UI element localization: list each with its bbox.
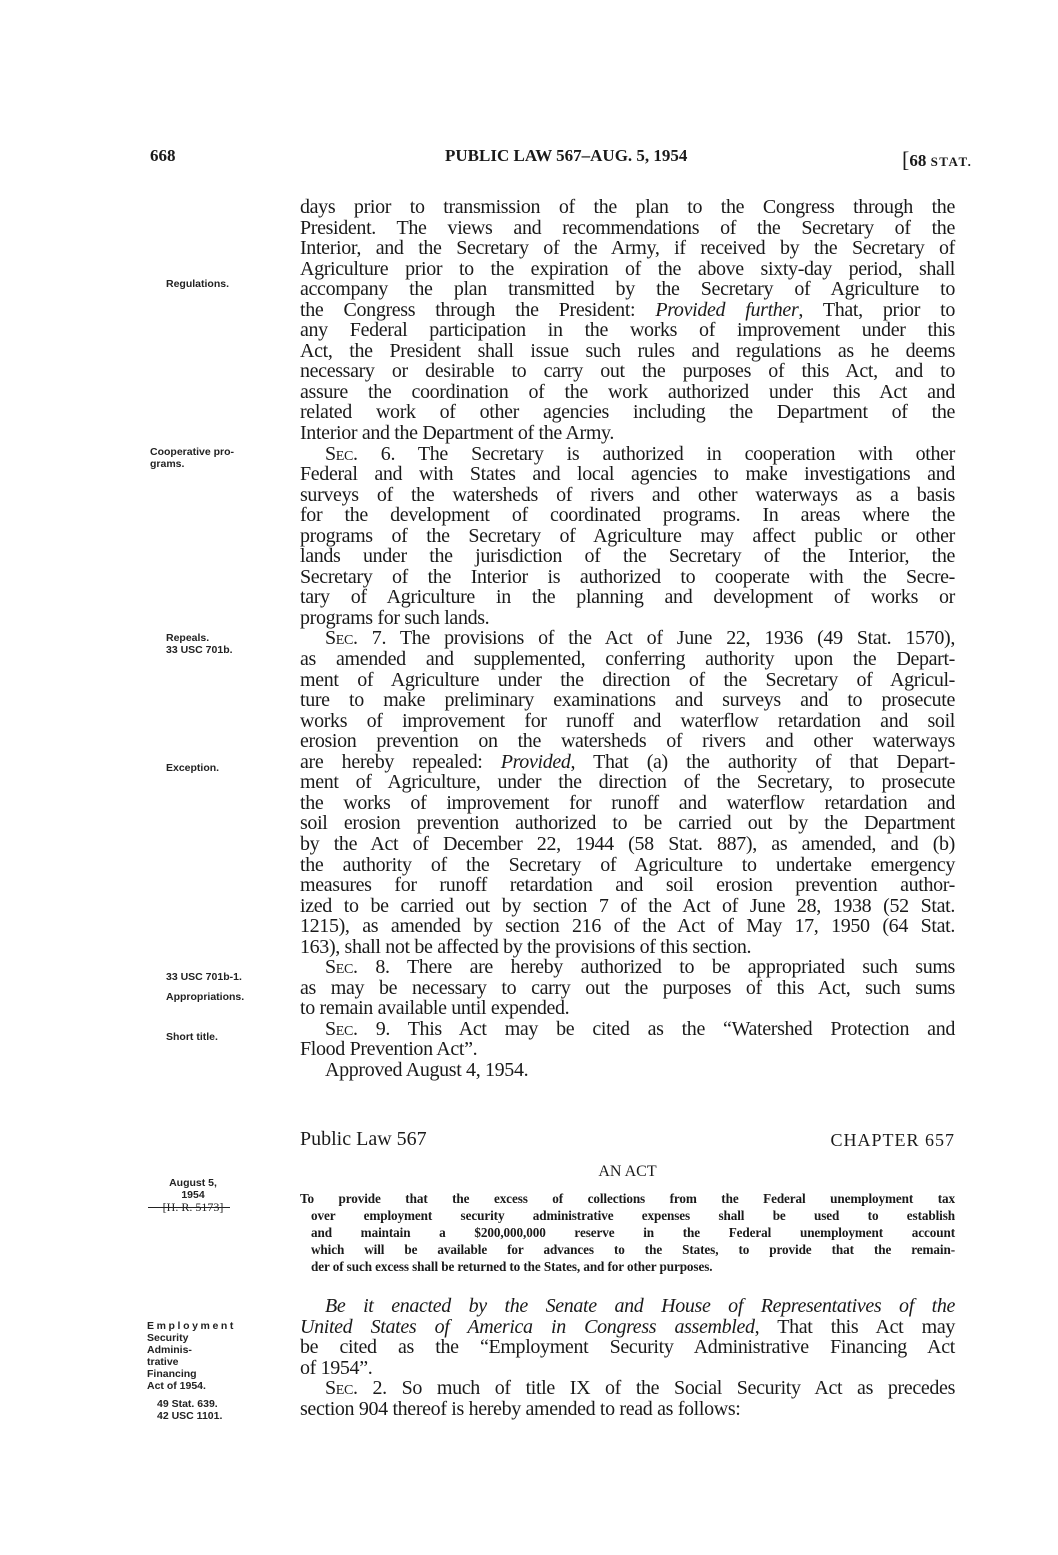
text-line bbox=[300, 197, 955, 218]
text-segment: 6. The Secretary is authorized in cooperation with other bbox=[357, 442, 955, 465]
margin-note-usc: 33 USC 701b-1. bbox=[166, 971, 242, 983]
stat-number: 68 bbox=[909, 151, 927, 170]
text-segment: ment of Agriculture, under the direction of the Secretary, to prosecute bbox=[300, 771, 955, 794]
text-segment: Interior, and the Secretary of the Army, if received by the Secretary of bbox=[300, 237, 955, 260]
paragraph bbox=[300, 1019, 955, 1060]
text-line bbox=[300, 279, 955, 300]
text-segment: 2. So much of title IX of the Social Security Act as precedes bbox=[357, 1377, 955, 1400]
text-line bbox=[300, 1317, 955, 1338]
text-line bbox=[300, 567, 955, 588]
text-line bbox=[300, 957, 955, 978]
margin-rule bbox=[148, 1207, 230, 1208]
text-segment: are hereby repealed: bbox=[300, 750, 501, 773]
margin-note-appropriations: Appropriations. bbox=[166, 991, 245, 1003]
text-line bbox=[300, 444, 955, 465]
text-segment: 8. There are hereby authorized to be appropriated such sums bbox=[357, 956, 955, 979]
text-line bbox=[300, 1190, 955, 1207]
text-line bbox=[300, 998, 955, 1019]
text-line bbox=[300, 1258, 955, 1275]
paragraph bbox=[300, 628, 955, 957]
an-act-heading: AN ACT bbox=[598, 1163, 657, 1180]
text-segment: of 1954”. bbox=[300, 1356, 373, 1379]
text-line bbox=[300, 423, 955, 444]
text-line bbox=[300, 793, 955, 814]
text-line bbox=[300, 1207, 955, 1224]
margin-note-line: grams. bbox=[150, 458, 185, 470]
text-segment: Sec. bbox=[325, 1017, 358, 1040]
margin-note-citation bbox=[157, 1398, 222, 1422]
text-segment: tary of Agriculture in the planning and development of works or bbox=[300, 586, 955, 609]
text-segment: United States of America in Congress assembled bbox=[300, 1315, 755, 1338]
text-segment: accompany the plan transmitted by the Secretary of Agriculture to bbox=[300, 278, 955, 301]
text-line bbox=[300, 300, 955, 321]
text-segment: by the Act of December 22, 1944 (58 Stat. 887), as amended, and (b) bbox=[300, 832, 955, 855]
text-line bbox=[300, 916, 955, 937]
text-line bbox=[300, 1399, 955, 1420]
text-segment: Approved August 4, 1954. bbox=[325, 1058, 529, 1081]
enacting-text bbox=[300, 1296, 955, 1419]
text-segment: Sec. bbox=[325, 1377, 358, 1400]
page-number: 668 bbox=[150, 146, 176, 165]
paragraph bbox=[300, 1378, 955, 1419]
margin-note-line: 42 USC 1101. bbox=[157, 1410, 223, 1422]
margin-note-exception: Exception. bbox=[166, 762, 220, 774]
text-segment: programs of the Secretary of Agriculture may affect public or other bbox=[300, 524, 955, 547]
text-line bbox=[300, 1060, 955, 1081]
text-line bbox=[300, 628, 955, 649]
text-line bbox=[300, 259, 955, 280]
text-segment: , That (a) the authority of that Depart- bbox=[570, 750, 955, 773]
public-law-label: Public Law 567 bbox=[300, 1128, 427, 1150]
text-segment: as amended and supplemented, conferring authority upon the Depart- bbox=[300, 648, 955, 671]
text-segment: , That this Act may bbox=[754, 1315, 955, 1338]
text-line bbox=[300, 978, 955, 999]
text-line bbox=[300, 731, 955, 752]
margin-note-line: Cooperative pro- bbox=[150, 446, 235, 458]
text-segment: Flood Prevention Act”. bbox=[300, 1038, 478, 1061]
paragraph bbox=[300, 1296, 955, 1378]
text-line bbox=[300, 1378, 955, 1399]
text-line bbox=[300, 1039, 955, 1060]
margin-note-line: trative Financing bbox=[147, 1356, 197, 1380]
text-segment: Sec. bbox=[325, 956, 358, 979]
paragraph bbox=[300, 444, 955, 629]
text-segment: Provided bbox=[500, 750, 571, 773]
margin-note-line: Security Adminis- bbox=[147, 1332, 192, 1356]
text-segment: To provide that the excess of collections from the Federal unemployment tax bbox=[300, 1191, 955, 1206]
text-segment: Sec. bbox=[325, 627, 358, 650]
text-segment: days prior to transmission of the plan to the Congress through the bbox=[300, 196, 955, 218]
text-segment: ized to be carried out by section 7 of the Act of June 28, 1938 (52 Stat. bbox=[300, 894, 955, 917]
text-segment: which will be available for advances to the States, to provide that the remain- bbox=[311, 1242, 955, 1257]
text-line bbox=[300, 813, 955, 834]
text-line bbox=[300, 752, 955, 773]
text-line bbox=[300, 238, 955, 259]
text-segment: Federal and with States and local agencies to make investigations and bbox=[300, 463, 955, 486]
text-segment: 163), shall not be affected by the provisions of this section. bbox=[300, 935, 752, 958]
margin-note-cooperative bbox=[150, 446, 234, 470]
margin-note-short-title: Short title. bbox=[166, 1031, 218, 1043]
text-line bbox=[300, 855, 955, 876]
text-segment: the works of improvement for runoff and waterflow retardation and bbox=[300, 791, 955, 814]
text-line bbox=[300, 1019, 955, 1040]
text-line bbox=[300, 690, 955, 711]
text-line bbox=[300, 218, 955, 239]
text-line bbox=[300, 485, 955, 506]
stat-label: STAT. bbox=[930, 154, 973, 169]
text-segment: Act, the President shall issue such rules and regulations as he deems bbox=[300, 339, 955, 362]
body-text bbox=[300, 197, 955, 1081]
statute-volume bbox=[902, 146, 972, 172]
text-line bbox=[300, 1224, 955, 1241]
text-line bbox=[300, 649, 955, 670]
text-segment: Agriculture prior to the expiration of the above sixty-day period, shall bbox=[300, 257, 955, 280]
text-segment: der of such excess shall be returned to the States, and for other purposes. bbox=[311, 1259, 713, 1274]
text-line bbox=[300, 937, 955, 958]
text-segment: to remain available until expended. bbox=[300, 997, 570, 1020]
text-segment: be cited as the “Employment Security Administrative Financing Act bbox=[300, 1336, 955, 1359]
margin-note-line: 33 USC 701b. bbox=[166, 644, 233, 656]
text-segment: Be it enacted by the Senate and House of Representatives of the bbox=[325, 1295, 955, 1317]
text-segment: , That, prior to bbox=[798, 298, 956, 321]
margin-note-line: [H. R. 5173] bbox=[162, 1200, 224, 1214]
chapter-heading bbox=[300, 1128, 955, 1151]
text-segment: for the development of coordinated programs. In areas where the bbox=[300, 504, 955, 527]
margin-note-line: August 5, 1954 bbox=[169, 1177, 217, 1201]
text-segment: measures for runoff retardation and soil erosion prevention author- bbox=[300, 874, 955, 897]
text-segment: erosion prevention on the watersheds of rivers and other waterways bbox=[300, 730, 955, 753]
text-segment: soil erosion prevention authorized to be carried out by the Department bbox=[300, 812, 955, 835]
text-line bbox=[300, 670, 955, 691]
text-segment: necessary or desirable to carry out the purposes of this Act, and to bbox=[300, 360, 955, 383]
text-line bbox=[300, 320, 955, 341]
margin-note-line: Repeals. bbox=[166, 632, 210, 644]
text-segment: works of improvement for runoff and waterflow retardation and soil bbox=[300, 709, 955, 732]
text-segment: ment of Agriculture under the direction of the Secretary of Agricul- bbox=[300, 668, 955, 691]
text-line bbox=[300, 875, 955, 896]
text-line bbox=[300, 711, 955, 732]
text-segment: 7. The provisions of the Act of June 22, 1936 (49 Stat. 1570), bbox=[357, 627, 955, 650]
text-line bbox=[300, 1241, 955, 1258]
text-segment: over employment security administrative expenses shall be used to establish bbox=[311, 1208, 955, 1223]
paragraph bbox=[300, 957, 955, 1019]
text-line bbox=[300, 1358, 955, 1379]
text-line bbox=[300, 361, 955, 382]
chapter-label: CHAPTER 657 bbox=[830, 1130, 955, 1150]
text-line bbox=[300, 587, 955, 608]
text-segment: as may be necessary to carry out the purposes of this Act, such sums bbox=[300, 976, 955, 999]
text-segment: President. The views and recommendations of the Secretary of the bbox=[300, 216, 955, 239]
text-segment: section 904 thereof is hereby amended to read as follows: bbox=[300, 1397, 741, 1420]
text-segment: programs for such lands. bbox=[300, 606, 490, 629]
text-segment: Interior and the Department of the Army. bbox=[300, 422, 615, 445]
text-line bbox=[300, 382, 955, 403]
text-segment: the authority of the Secretary of Agriculture to undertake emergency bbox=[300, 853, 955, 876]
text-line bbox=[300, 464, 955, 485]
margin-note-line: 49 Stat. 639. bbox=[157, 1398, 218, 1410]
text-segment: related work of other agencies including the Department of the bbox=[300, 401, 955, 424]
text-segment: lands under the jurisdiction of the Secretary of the Interior, the bbox=[300, 545, 955, 568]
margin-note-repeals bbox=[166, 632, 233, 656]
text-line bbox=[300, 402, 955, 423]
paragraph bbox=[300, 1060, 955, 1081]
text-line bbox=[300, 341, 955, 362]
text-line bbox=[300, 896, 955, 917]
text-segment: Provided further bbox=[655, 298, 799, 321]
text-segment: surveys of the watersheds of rivers and other waterways as a basis bbox=[300, 483, 955, 506]
running-title: PUBLIC LAW 567–AUG. 5, 1954 bbox=[445, 146, 688, 165]
text-segment: Secretary of the Interior is authorized to cooperate with the Secre- bbox=[300, 565, 955, 588]
bracket: [ bbox=[902, 147, 910, 172]
text-line bbox=[300, 526, 955, 547]
text-segment: Sec. bbox=[325, 442, 358, 465]
paragraph bbox=[300, 197, 955, 444]
text-segment: the Congress through the President: bbox=[300, 298, 656, 321]
text-segment: and maintain a $200,000,000 reserve in the Federal unemployment account bbox=[311, 1225, 955, 1240]
text-line bbox=[300, 1337, 955, 1358]
act-purpose bbox=[300, 1190, 955, 1275]
text-line bbox=[300, 505, 955, 526]
margin-note-line: Act of 1954. bbox=[147, 1380, 206, 1392]
margin-note-regulations: Regulations. bbox=[166, 278, 230, 290]
text-line bbox=[300, 546, 955, 567]
margin-note-line: Employment bbox=[147, 1320, 237, 1332]
text-line bbox=[300, 772, 955, 793]
text-line bbox=[300, 608, 955, 629]
text-segment: 9. This Act may be cited as the “Watershed Protection and bbox=[357, 1017, 955, 1040]
margin-note-employment bbox=[147, 1320, 237, 1392]
text-line bbox=[300, 834, 955, 855]
text-segment: any Federal participation in the works of improvement under this bbox=[300, 319, 955, 342]
text-segment: 1215), as amended by section 216 of the Act of May 17, 1950 (64 Stat. bbox=[300, 915, 955, 938]
text-line bbox=[300, 1296, 955, 1317]
text-segment: ture to make preliminary examinations and surveys and to prosecute bbox=[300, 689, 955, 712]
text-segment: assure the coordination of the work authorized under this Act and bbox=[300, 380, 955, 403]
